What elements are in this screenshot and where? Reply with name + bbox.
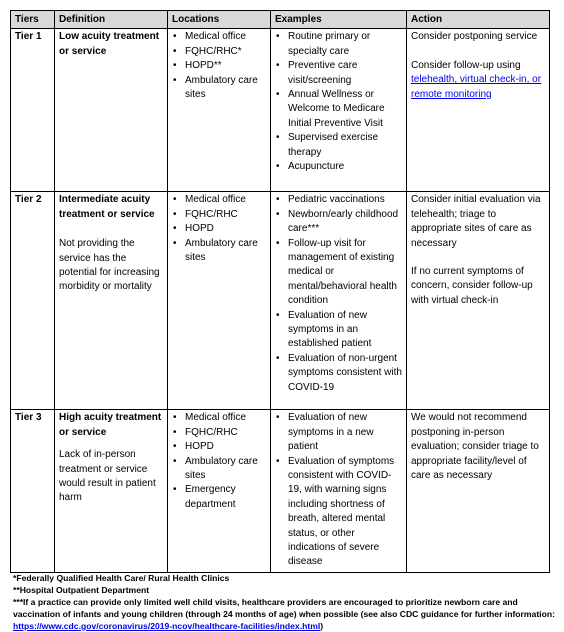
location-item: • Medical office xyxy=(172,411,266,425)
example-item: • Acupuncture xyxy=(275,160,402,174)
footnote-3-suffix: ) xyxy=(320,621,324,631)
location-item: • FQHC/RHC xyxy=(172,208,266,222)
definition-note: Lack of in-person treatment or service would result in patient harm xyxy=(59,449,156,504)
action-text xyxy=(411,59,545,102)
tier-3-row xyxy=(11,410,550,572)
location-item: • Medical office xyxy=(172,193,266,207)
tier-label: Tier 2 xyxy=(11,192,55,410)
header-tiers: Tiers xyxy=(11,11,55,29)
location-item: • Ambulatory care sites xyxy=(172,455,266,484)
example-item: • Preventive care visit/screening xyxy=(275,59,402,88)
footnote-1: *Federally Qualified Health Care/ Rural Health Clinics xyxy=(13,573,230,583)
header-row xyxy=(11,11,550,29)
header-definition: Definition xyxy=(55,11,168,29)
definition-cell xyxy=(55,29,168,192)
header-locations: Locations xyxy=(168,11,271,29)
header-action: Action xyxy=(407,11,550,29)
location-item: • Medical office xyxy=(172,30,266,44)
definition-cell xyxy=(55,192,168,410)
example-item: • Routine primary or specialty care xyxy=(275,30,402,59)
footnote-3 xyxy=(13,596,559,632)
footnote-3-text: ***If a practice can provide only limited well child visits, healthcare providers are encouraged to prioritize newborn care and vaccination of infants and young children (through 24 months of age) when possible (see also CDC guidance for further information: xyxy=(13,597,555,619)
definition-cell xyxy=(55,410,168,572)
location-item: • Ambulatory care sites xyxy=(172,237,266,266)
location-item: • FQHC/RHC xyxy=(172,426,266,440)
tier-label: Tier 1 xyxy=(11,29,55,192)
location-item: • HOPD xyxy=(172,440,266,454)
footnote-2: **Hospital Outpatient Department xyxy=(13,585,150,595)
example-item: • Annual Wellness or Welcome to Medicare Initial Preventive Visit xyxy=(275,88,402,131)
action-cell xyxy=(407,29,550,192)
tier-2-row xyxy=(11,192,550,410)
locations-cell xyxy=(168,192,271,410)
footnotes xyxy=(13,572,559,632)
definition-text: High acuity treatment or service xyxy=(59,412,162,438)
example-item: • Pediatric vaccinations xyxy=(275,193,402,207)
example-item: • Evaluation of new symptoms in a new patient xyxy=(275,411,402,454)
examples-cell xyxy=(271,29,407,192)
location-item: • Ambulatory care sites xyxy=(172,74,266,103)
action-text-prefix: Consider follow-up using xyxy=(411,59,521,71)
location-item: • HOPD xyxy=(172,222,266,236)
tier-table xyxy=(10,10,550,573)
location-item: • Emergency department xyxy=(172,483,266,512)
action-text: If no current symptoms of concern, consider follow-up with virtual check-in xyxy=(411,266,533,306)
examples-cell xyxy=(271,410,407,572)
header-examples: Examples xyxy=(271,11,407,29)
locations-cell xyxy=(168,410,271,572)
definition-text: Intermediate acuity treatment or service xyxy=(59,194,155,220)
definition-text: Low acuity treatment or service xyxy=(59,31,160,57)
action-cell xyxy=(407,192,550,410)
example-item: • Follow-up visit for management of existing medical or mental/behavioral health condition xyxy=(275,237,402,309)
location-item: • HOPD** xyxy=(172,59,266,73)
tier-label: Tier 3 xyxy=(11,410,55,572)
example-item: • Evaluation of non-urgent symptoms consistent with COVID-19 xyxy=(275,352,402,395)
locations-cell xyxy=(168,29,271,192)
definition-note: Not providing the service has the potential for increasing morbidity or mortality xyxy=(59,238,160,293)
action-text: Consider postponing service xyxy=(411,31,538,43)
example-item: • Supervised exercise therapy xyxy=(275,131,402,160)
example-item: • Newborn/early childhood care*** xyxy=(275,208,402,237)
cdc-guidance-link[interactable]: https://www.cdc.gov/coronavirus/2019-ncov/healthcare-facilities/index.html xyxy=(13,621,321,631)
tier-1-row xyxy=(11,29,550,192)
action-text: We would not recommend postponing in-person evaluation; consider triage to appropriate facility/level of care as necessary xyxy=(411,412,539,482)
example-item: • Evaluation of new symptoms in an established patient xyxy=(275,309,402,352)
telehealth-link[interactable]: telehealth, virtual check-in, or remote monitoring xyxy=(411,74,542,100)
action-cell xyxy=(407,410,550,572)
examples-cell xyxy=(271,192,407,410)
action-text: Consider initial evaluation via telehealth; triage to appropriate sites of care as necessary xyxy=(411,194,541,249)
example-item: • Evaluation of symptoms consistent with COVID-19, with warning signs including shortness of breath, altered mental status, or other indications of severe disease xyxy=(275,455,402,570)
location-item: • FQHC/RHC* xyxy=(172,45,266,59)
